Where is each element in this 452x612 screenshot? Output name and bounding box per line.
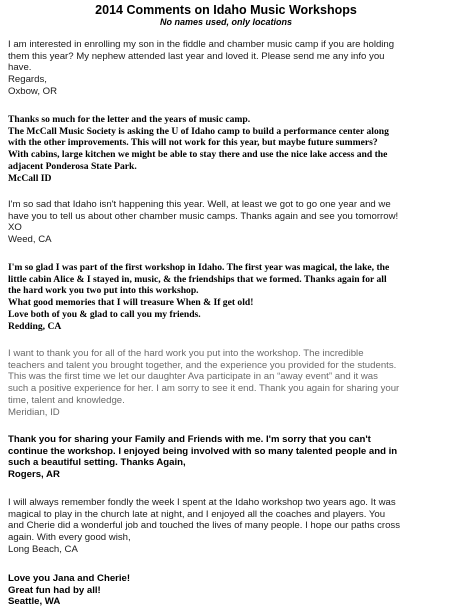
- comment-line: With cabins, large kitchen we might be able to stay there and use the nice lake access and the: [8, 149, 388, 161]
- comment-line: Great fun had by all!: [8, 584, 101, 596]
- comment-line: XO: [8, 222, 22, 234]
- comment-location: Seattle, WA: [8, 596, 61, 608]
- comment-line: have.: [8, 62, 32, 74]
- comment-line: This was the first time we let our daughter Ava participate in an “away event” and it was: [8, 371, 378, 383]
- comment-line: I want to thank you for all of the hard work you put into the workshop. The incredible: [8, 348, 364, 359]
- comment-line: Thank you for sharing your Family and Friends with me. I'm sorry that you can't: [8, 434, 371, 445]
- comment-line: What good memories that I will treasure When & If get old!: [8, 297, 254, 309]
- comment-line: Thanks so much for the letter and the years of music camp.: [8, 114, 251, 125]
- comment-line: Regards,: [8, 74, 47, 86]
- comment-line: time, talent and knowledge.: [8, 394, 125, 406]
- comment-line: magical to play in the church late at night, and I enjoyed all the coaches and players. You: [8, 508, 386, 520]
- comment-long-beach: [8, 497, 448, 556]
- comment-line: Love you Jana and Cherie!: [8, 573, 131, 584]
- comment-redding: [8, 262, 448, 332]
- comment-line: them this year? My nephew attended last year and loved it. Please send me any info you: [8, 50, 385, 62]
- comment-line: little cabin Alice & I stayed in, music, & the friendships that we formed. Thanks again for all: [8, 273, 387, 285]
- comment-mccall: [8, 114, 448, 184]
- comment-line: with the other improvements. This will not work for this year, but maybe future summers?: [8, 137, 378, 149]
- comment-rogers: [8, 434, 448, 481]
- comment-line: again. With every good wish,: [8, 532, 131, 544]
- comment-line: The McCall Music Society is asking the U of Idaho camp to build a performance center along: [8, 125, 389, 137]
- comment-line: continue the workshop. I enjoyed being involved with so many talented people and in: [8, 445, 398, 457]
- comment-seattle: [8, 573, 448, 608]
- comment-line: I will always remember fondly the week I spent at the Idaho workshop two years ago. It was: [8, 497, 396, 508]
- comment-meridian: [8, 348, 448, 418]
- comment-line: Love both of you & glad to call you my friends.: [8, 308, 201, 320]
- comment-line: adjacent Ponderosa State Park.: [8, 160, 137, 172]
- page-subtitle: No names used, only locations: [159, 17, 293, 27]
- comment-line: the hard work you two put into this workshop.: [8, 285, 199, 297]
- comment-location: Meridian, ID: [8, 406, 60, 418]
- comment-line: and Cherie did a wonderful job and touched the lives of many people. I hope our paths cross: [8, 520, 400, 532]
- comment-location: McCall ID: [8, 172, 52, 184]
- comment-location: Redding, CA: [8, 320, 62, 332]
- comment-line: have you to tell us about other chamber music camps. Thanks again and see you tomorrow!: [8, 210, 399, 222]
- comment-line: such a positive experience for her. I am sorry to see it end. Thank you again for sharing your: [8, 383, 400, 395]
- comment-weed: [8, 199, 448, 246]
- comment-line: teachers and talent you brought together, and the experience you provided for the students.: [8, 359, 397, 371]
- comment-location: Oxbow, OR: [8, 85, 58, 97]
- comment-line: I'm so sad that Idaho isn't happening this year. Well, at least we got to go one year and we: [8, 199, 391, 210]
- comment-location: Rogers, AR: [8, 469, 60, 481]
- comment-line: such a beautiful setting. Thanks Again,: [8, 457, 186, 469]
- comment-line: I'm so glad I was part of the first workshop in Idaho. The first year was magical, the lake, the: [8, 262, 390, 273]
- comment-oxbow: [8, 39, 448, 98]
- comment-location: Weed, CA: [8, 234, 52, 246]
- comment-line: I am interested in enrolling my son in the fiddle and chamber music camp if you are holding: [8, 39, 395, 50]
- comment-location: Long Beach, CA: [8, 543, 78, 555]
- page-title: 2014 Comments on Idaho Music Workshops: [95, 3, 357, 17]
